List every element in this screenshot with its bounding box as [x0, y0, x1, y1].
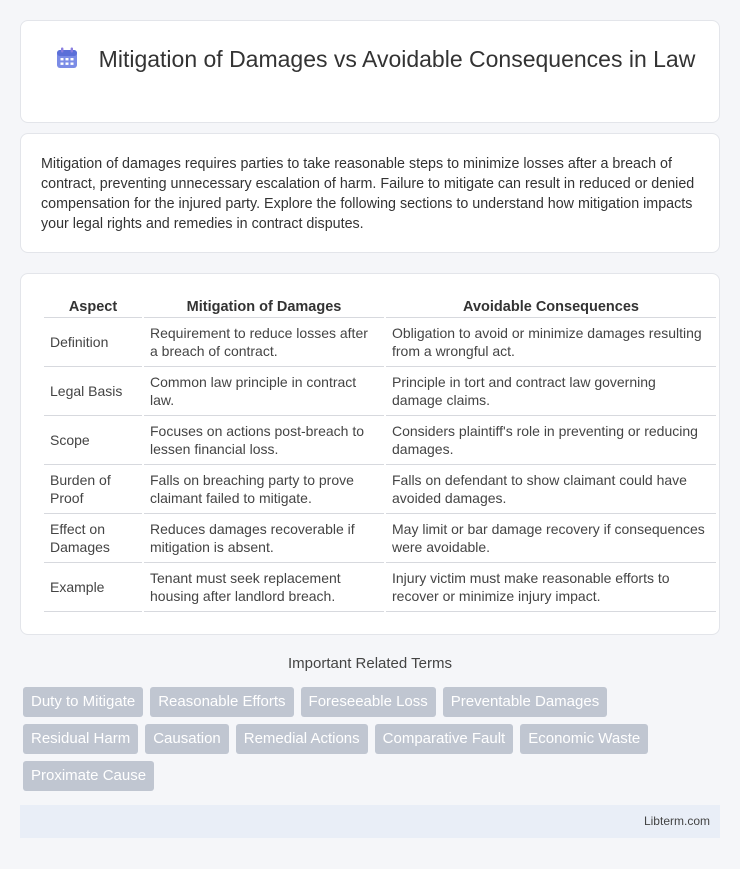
header-aspect: Aspect [44, 296, 142, 318]
table-row [44, 318, 716, 367]
related-terms-list [23, 687, 703, 791]
intro-paragraph: Mitigation of damages requires parties to take reasonable steps to minimize losses after a breach of contract, preventing unnecessary escalation of harm. Failure to mitigate can result in reduced or denied compensation for the injured party. Explore the following sections to understand how mitigation impacts your legal rights and remedies in contract disputes. [41, 156, 695, 232]
cell-mitigation: Focuses on actions post-breach to lessen financial loss. [144, 416, 384, 465]
intro-card [20, 133, 720, 253]
header-avoidable: Avoidable Consequences [386, 296, 716, 318]
cell-avoidable: Principle in tort and contract law governing damage claims. [386, 367, 716, 416]
related-term-tag[interactable]: Residual Harm [23, 724, 138, 754]
calendar-icon [55, 46, 79, 70]
page-title [51, 44, 699, 74]
cell-aspect: Definition [44, 318, 142, 367]
title-card [20, 20, 720, 123]
cell-aspect: Example [44, 563, 142, 612]
cell-aspect: Scope [44, 416, 142, 465]
related-term-tag[interactable]: Comparative Fault [375, 724, 514, 754]
related-term-tag[interactable]: Preventable Damages [443, 687, 607, 717]
table-row [44, 416, 716, 465]
cell-avoidable: Obligation to avoid or minimize damages resulting from a wrongful act. [386, 318, 716, 367]
table-row [44, 465, 716, 514]
table-header-row [44, 296, 716, 318]
cell-mitigation: Falls on breaching party to prove claimant failed to mitigate. [144, 465, 384, 514]
cell-mitigation: Common law principle in contract law. [144, 367, 384, 416]
table-row [44, 367, 716, 416]
related-term-tag[interactable]: Foreseeable Loss [301, 687, 436, 717]
related-term-tag[interactable]: Causation [145, 724, 229, 754]
related-term-tag[interactable]: Remedial Actions [236, 724, 368, 754]
table-row [44, 514, 716, 563]
related-term-tag[interactable]: Duty to Mitigate [23, 687, 143, 717]
header-mitigation: Mitigation of Damages [144, 296, 384, 318]
related-term-tag[interactable]: Reasonable Efforts [150, 687, 293, 717]
cell-aspect: Effect on Damages [44, 514, 142, 563]
cell-mitigation: Requirement to reduce losses after a breach of contract. [144, 318, 384, 367]
cell-mitigation: Reduces damages recoverable if mitigation is absent. [144, 514, 384, 563]
related-terms-heading: Important Related Terms [288, 655, 452, 672]
cell-aspect: Burden of Proof [44, 465, 142, 514]
cell-avoidable: Falls on defendant to show claimant could have avoided damages. [386, 465, 716, 514]
cell-mitigation: Tenant must seek replacement housing after landlord breach. [144, 563, 384, 612]
table-row [44, 563, 716, 612]
cell-aspect: Legal Basis [44, 367, 142, 416]
page-title-text: Mitigation of Damages vs Avoidable Consequences in Law [98, 46, 696, 72]
footer-site-link[interactable]: Libterm.com [643, 814, 710, 828]
comparison-table [42, 296, 718, 612]
footer [20, 805, 720, 838]
cell-avoidable: Injury victim must make reasonable efforts to recover or minimize injury impact. [386, 563, 716, 612]
related-term-tag[interactable]: Proximate Cause [23, 761, 154, 791]
related-term-tag[interactable]: Economic Waste [520, 724, 648, 754]
cell-avoidable: Considers plaintiff's role in preventing or reducing damages. [386, 416, 716, 465]
cell-avoidable: May limit or bar damage recovery if consequences were avoidable. [386, 514, 716, 563]
comparison-card [20, 273, 720, 635]
